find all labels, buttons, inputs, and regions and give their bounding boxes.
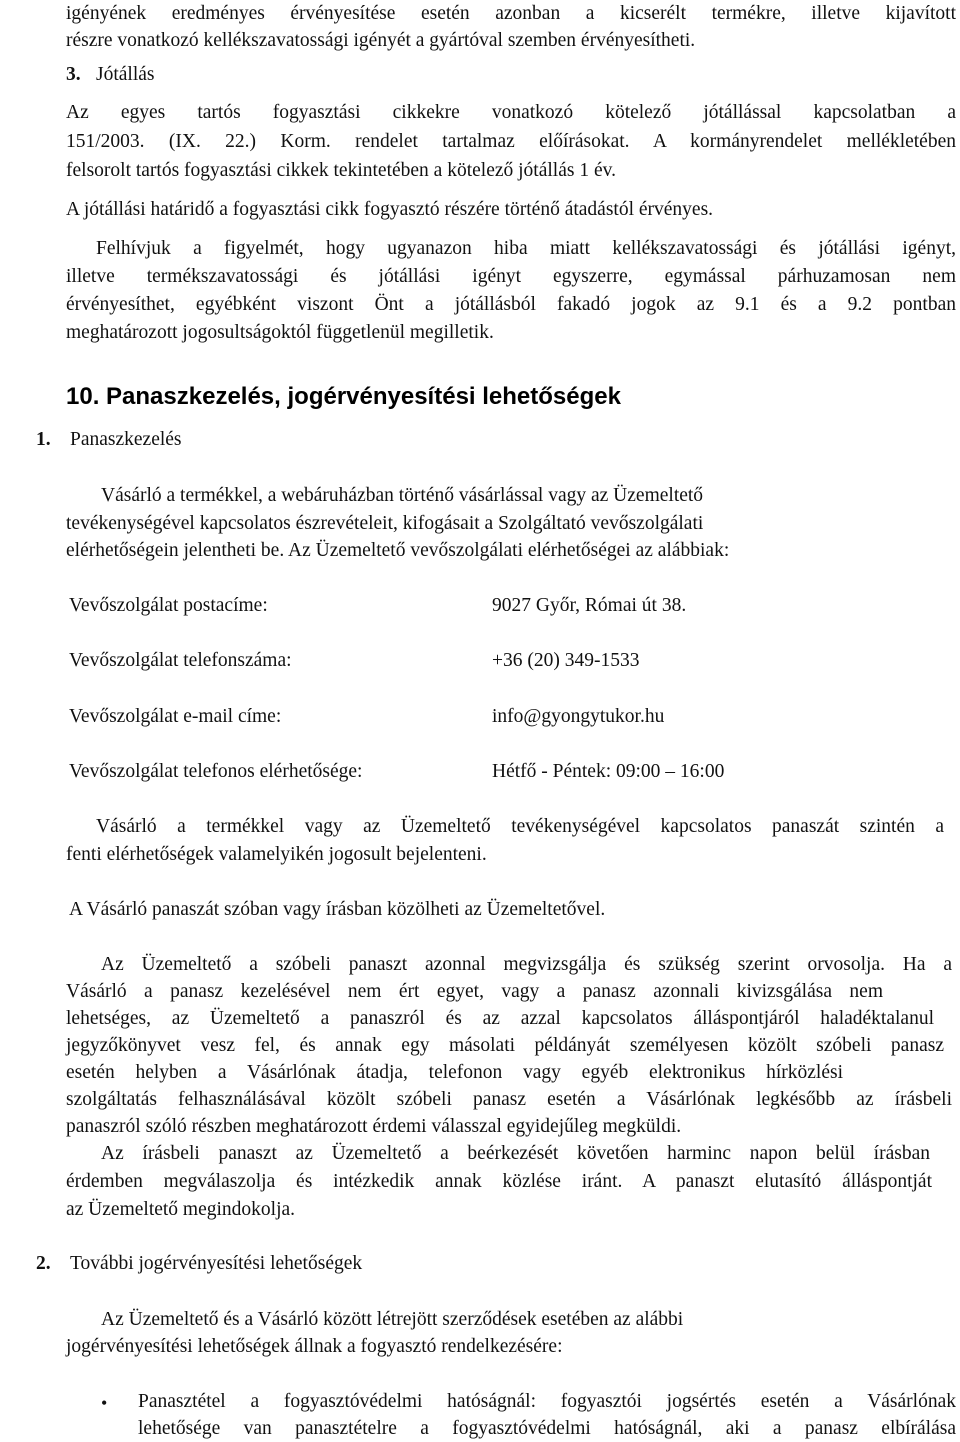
paragraph-line: meghatározott jogosultságoktól függetlenül megilletik. <box>66 322 494 343</box>
paragraph-line: jegyzőkönyvet vesz fel, és annak egy másolati példányát személyesen közölt szóbeli panasz <box>66 1035 944 1056</box>
contact-label: Vevőszolgálat telefonos elérhetősége: <box>69 761 363 782</box>
bullet-icon: • <box>101 1393 108 1413</box>
contact-value: info@gyongytukor.hu <box>492 706 665 727</box>
paragraph-line: Vásárló a termékkel vagy az Üzemeltető tevékenységével kapcsolatos panaszát szintén a <box>96 816 944 837</box>
section-title: Jótállás <box>96 64 155 85</box>
paragraph-line: Az Üzemeltető a szóbeli panaszt azonnal megvizsgálja és szükség szerint orvosolja. Ha a <box>101 954 952 975</box>
paragraph-line: illetve termékszavatossági és jótállási igényt egyszerre, egymással párhuzamosan nem <box>66 266 956 287</box>
contact-value: +36 (20) 349-1533 <box>492 650 640 671</box>
subsection-number: 1. <box>36 429 51 450</box>
paragraph-line: elérhetőségein jelentheti be. Az Üzemeltető vevőszolgálati elérhetőségei az alábbiak: <box>66 540 730 561</box>
paragraph-line: Az egyes tartós fogyasztási cikkekre vonatkozó kötelező jótállással kapcsolatban a <box>66 102 956 123</box>
paragraph-line: Az írásbeli panaszt az Üzemeltető a beérkezését követően harminc napon belül írásban <box>101 1143 930 1164</box>
paragraph-line: érvényesíthet, egyébként viszont Önt a jótállásból fakadó jogok az 9.1 és a 9.2 pontban <box>66 294 956 315</box>
paragraph-line: részre vonatkozó kellékszavatossági igényét a gyártóval szemben érvényesítheti. <box>66 30 696 51</box>
subsection-title: További jogérvényesítési lehetőségek <box>70 1253 363 1274</box>
contact-value: Hétfő - Péntek: 09:00 – 16:00 <box>492 761 725 782</box>
contact-label: Vevőszolgálat postacíme: <box>69 595 268 616</box>
section-number: 3. <box>66 64 81 85</box>
contact-label: Vevőszolgálat e-mail címe: <box>69 706 282 727</box>
paragraph-line: A Vásárló panaszát szóban vagy írásban közölheti az Üzemeltetővel. <box>69 899 606 920</box>
contact-value: 9027 Győr, Római út 38. <box>492 595 687 616</box>
paragraph-line: esetén helyben a Vásárlónak átadja, telefonon vagy egyéb elektronikus hírközlési <box>66 1062 843 1083</box>
subsection-number: 2. <box>36 1253 51 1274</box>
paragraph-line: tevékenységével kapcsolatos észrevételeit, kifogásait a Szolgáltató vevőszolgálati <box>66 513 704 534</box>
chapter-heading: 10. Panaszkezelés, jogérvényesítési lehetőségek <box>66 383 621 410</box>
paragraph-line: 151/2003. (IX. 22.) Korm. rendelet tartalmaz előírásokat. A kormányrendelet mellékletében <box>66 131 956 152</box>
contact-label: Vevőszolgálat telefonszáma: <box>69 650 292 671</box>
paragraph-line: Vásárló a termékkel, a webáruházban történő vásárlással vagy az Üzemeltető <box>101 485 704 506</box>
list-item: lehetősége van panasztételre a fogyasztóvédelmi hatóságnál, aki a panasz elbírálása <box>138 1418 956 1439</box>
paragraph-line: panaszról szóló részben meghatározott érdemi válasszal egyidejűleg megküldi. <box>66 1116 682 1137</box>
subsection-title: Panaszkezelés <box>70 429 182 450</box>
paragraph-line: az Üzemeltető megindokolja. <box>66 1199 296 1220</box>
paragraph-line: A jótállási határidő a fogyasztási cikk fogyasztó részére történő átadástól érvényes. <box>66 199 714 220</box>
paragraph-line: szolgáltatás felhasználásával közölt szóbeli panasz esetén a Vásárlónak legkésőbb az írásbeli <box>66 1089 952 1110</box>
paragraph-line: Felhívjuk a figyelmét, hogy ugyanazon hiba miatt kellékszavatossági és jótállási igényt, <box>96 238 956 259</box>
paragraph-line: érdemben megválaszolja és intézkedik annak közlése iránt. A panaszt elutasító álláspontját <box>66 1171 932 1192</box>
paragraph-line: Vásárló a panasz kezelésével nem ért egyet, vagy a panasz azonnali kivizsgálása nem <box>66 981 883 1002</box>
paragraph-line: fenti elérhetőségek valamelyikén jogosult bejelenteni. <box>66 844 487 865</box>
paragraph-line: jogérvényesítési lehetőségek állnak a fogyasztó rendelkezésére: <box>66 1336 563 1357</box>
paragraph-line: lehetséges, az Üzemeltető a panaszról és az azzal kapcsolatos álláspontjáról haladéktalanul <box>66 1008 934 1029</box>
paragraph-line: igényének eredményes érvényesítése esetén azonban a kicserélt termékre, illetve kijavított <box>66 3 956 24</box>
list-item: Panasztétel a fogyasztóvédelmi hatóságnál: fogyasztói jogsértés esetén a Vásárlónak <box>138 1391 956 1412</box>
paragraph-line: Az Üzemeltető és a Vásárló között létrejött szerződések esetében az alábbi <box>101 1309 684 1330</box>
paragraph-line: felsorolt tartós fogyasztási cikkek tekintetében a kötelező jótállás 1 év. <box>66 160 616 181</box>
